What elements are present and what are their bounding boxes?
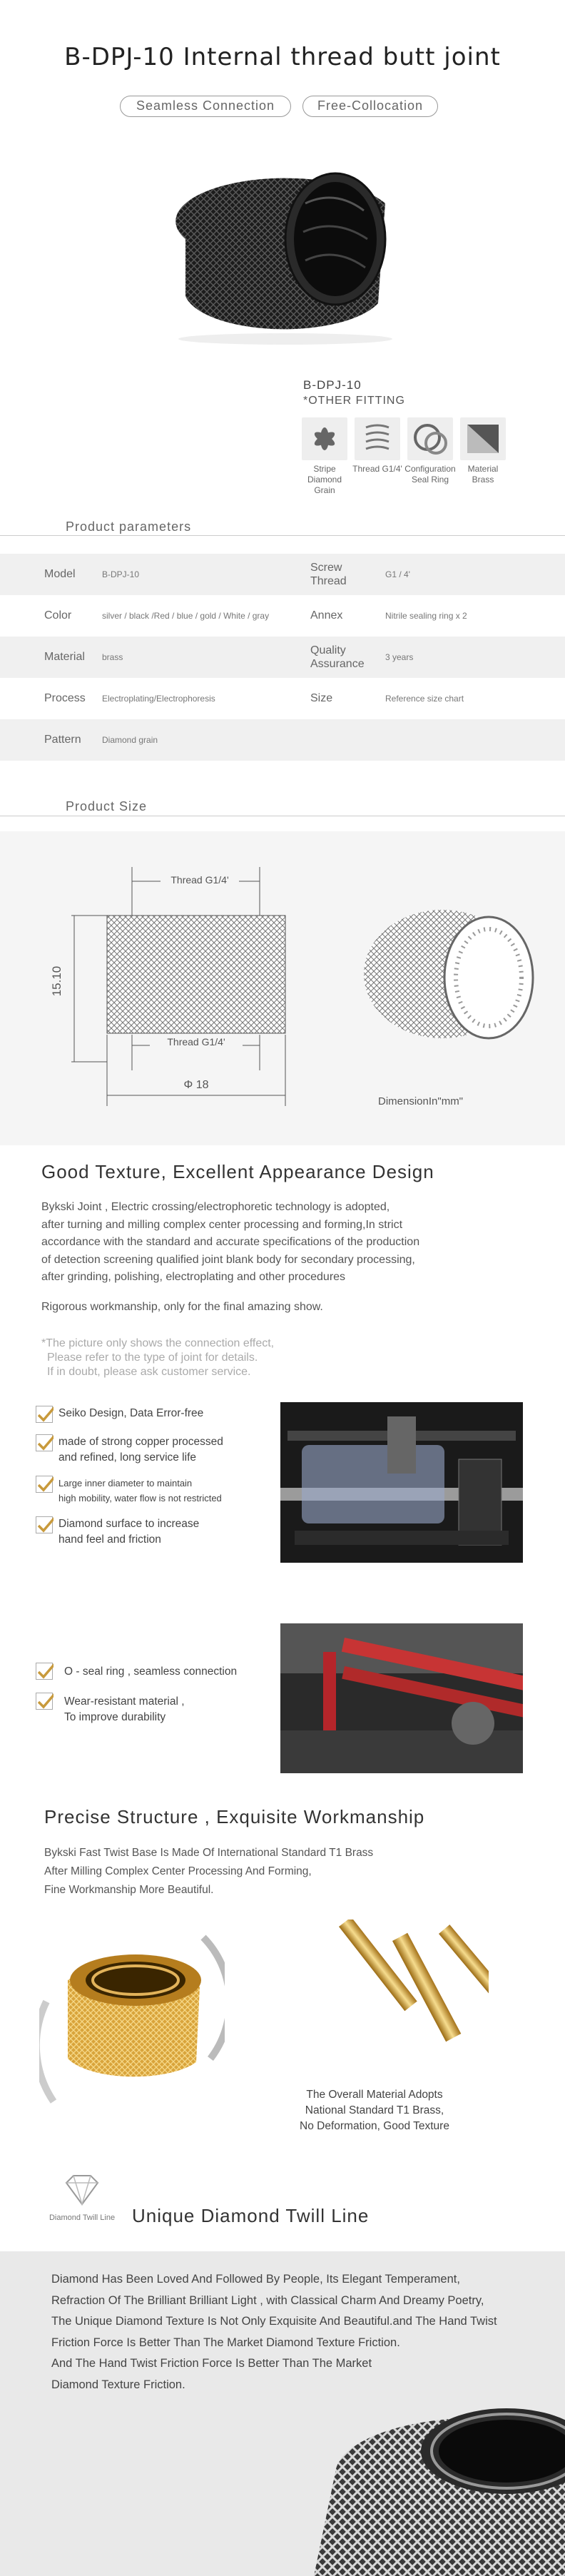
installation-photo-1 (280, 1402, 523, 1563)
fitting-label-material: Material Brass (467, 464, 499, 485)
check-icon (36, 1663, 53, 1680)
feature-text: Seiko Design, Data Error-free (58, 1407, 204, 1419)
diamond-logo-caption: Diamond Twill Line (49, 2214, 116, 2222)
check-icon (36, 1693, 53, 1710)
precise-description: Bykski Fast Twist Base Is Made Of International Standard T1 Brass After Milling Complex Center Processing And Forming, Fine Workmanship More Beautiful. (44, 1847, 374, 1896)
param-row-pattern: Pattern Diamond grain (0, 719, 565, 761)
feature-text: O - seal ring , seamless connection (64, 1665, 238, 1678)
fitting-label-seal-ring: Configuration Seal Ring (404, 464, 456, 485)
diamond-heading: Unique Diamond Twill Line (132, 2205, 370, 2226)
divider (0, 535, 565, 536)
feature-text: Diamond surface to increase hand feel and friction (58, 1518, 200, 1546)
texture-heading: Good Texture, Excellent Appearance Design (41, 1161, 434, 1182)
dimension-drawing (0, 831, 565, 1145)
tag-free-collocation: Free-Collocation (302, 96, 438, 117)
picture-note: *The picture only shows the connection effect, Please refer to the type of joint for details. If in doubt, please ask customer service. (41, 1337, 275, 1378)
brass-rods-image (325, 1920, 489, 2048)
thread-icon (355, 417, 400, 460)
other-fitting-label: *OTHER FITTING (303, 395, 405, 407)
brass-joint-image (39, 1916, 225, 2116)
param-row-process: Process Electroplating/Electrophoresis Size Reference size chart (44, 692, 464, 704)
seal-ring-icon (407, 417, 453, 460)
param-row-model: Model B-DPJ-10 Screw Thread G1 / 4' (0, 554, 565, 595)
silver-joint-image (292, 2387, 565, 2576)
feature-text: made of strong copper processed and refined, long service life (58, 1436, 223, 1464)
height-label: 15.10 (50, 965, 63, 997)
check-icon (36, 1476, 53, 1493)
check-icon (36, 1516, 53, 1533)
tag-seamless-connection: Seamless Connection (120, 96, 291, 117)
material-icon (460, 417, 506, 460)
param-row-color: Color silver / black /Red / blue / gold / White / gray Annex Nitrile sealing ring x 2 (44, 609, 467, 622)
param-row-material: Material brass Quality Assurance 3 years (0, 637, 565, 678)
texture-description: Bykski Joint , Electric crossing/electrophoretic technology is adopted, after turning and milling complex center processing and forming,In strict accordance with the standard and accurate specifications of the production of detection screening qualified joint blank body for secondary processing, after grinding, polishing, electroplating and other procedures (41, 1201, 420, 1283)
fitting-label-diamond: Stripe Diamond Grain (307, 464, 342, 495)
hero-product-image (143, 125, 421, 346)
check-icon (36, 1406, 53, 1423)
feature-text: Wear-resistant material , To improve durability (64, 1695, 185, 1723)
diamond-logo-icon (61, 2173, 103, 2207)
diameter-label: Φ 18 (164, 1079, 228, 1092)
thread-top-label: Thread G1/4' (161, 874, 239, 886)
diamond-description: Diamond Has Been Loved And Followed By People, Its Elegant Temperament, Refraction Of The Brilliant Brilliant Light , with Classical Charm And Dreamy Poetry, The Unique Diamond Texture Is Not Only Exquisite And Beautiful.and The Hand Twist Friction Force Is Better Than The Market Diamond Texture Friction. And The Hand Twist Friction Force Is Better Than The Market Diamond Texture Friction. (51, 2273, 497, 2391)
material-note: The Overall Material Adopts National Standard T1 Brass, No Deformation, Good Texture (300, 2089, 449, 2132)
precise-heading: Precise Structure , Exquisite Workmanship (44, 1806, 425, 1827)
installation-photo-2 (280, 1623, 523, 1773)
check-icon (36, 1434, 53, 1451)
model-code: B-DPJ-10 (303, 378, 362, 392)
size-heading: Product Size (66, 799, 148, 813)
thread-bottom-label: Thread G1/4' (150, 1036, 243, 1048)
params-heading: Product parameters (66, 519, 192, 534)
fitting-label-thread: Thread G1/4' (352, 464, 402, 474)
dimension-unit-note: DimensionIn"mm" (378, 1095, 464, 1107)
feature-text: Large inner diameter to maintain high mobility, water flow is not restricted (58, 1478, 222, 1503)
page-title: B-DPJ-10 Internal thread butt joint (64, 43, 501, 71)
rigorous-text: Rigorous workmanship, only for the final amazing show. (41, 1301, 323, 1313)
diamond-grain-icon (302, 417, 347, 460)
